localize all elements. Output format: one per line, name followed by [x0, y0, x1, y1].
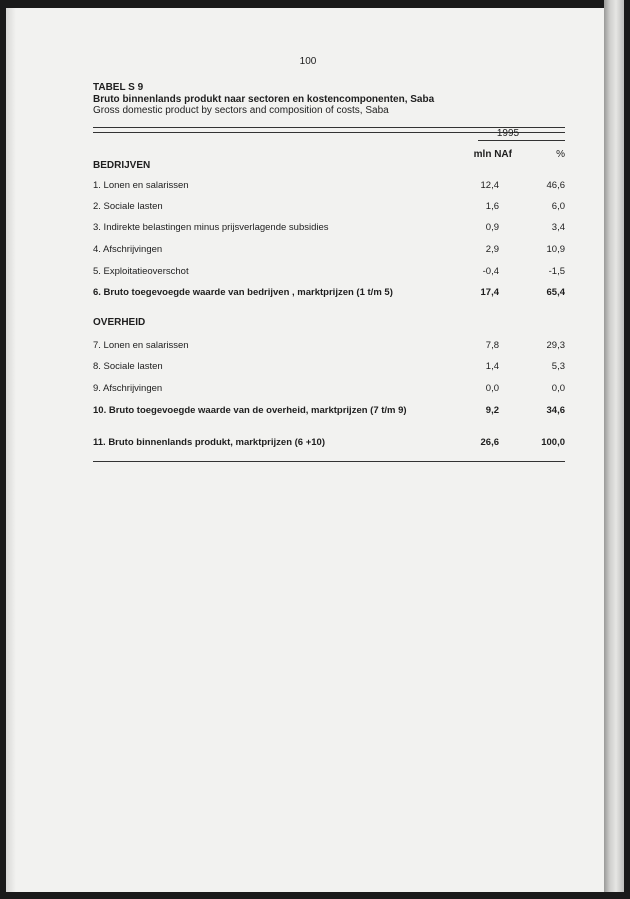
- row-label: 3. Indirekte belastingen minus prijsverlagende subsidies: [93, 222, 329, 233]
- row-label: 6. Bruto toegevoegde waarde van bedrijven , marktprijzen (1 t/m 5): [93, 287, 393, 298]
- row-label: 9. Afschrijvingen: [93, 383, 163, 394]
- row-label: 11. Bruto binnenlands produkt, marktprijzen (6 +10): [93, 437, 326, 448]
- row-percent: 29,3: [546, 340, 565, 351]
- row-value: 9,2: [485, 405, 499, 416]
- page-number: 100: [299, 56, 317, 67]
- table-bottom-rule: [93, 461, 565, 462]
- row-value: 2,9: [485, 244, 499, 255]
- row-value: 17,4: [480, 287, 499, 298]
- table-row-total: [93, 437, 565, 449]
- table-title-dutch: Bruto binnenlands produkt naar sectoren en kostencomponenten, Saba: [93, 94, 435, 105]
- row-label: 10. Bruto toegevoegde waarde van de overheid, marktprijzen (7 t/m 9): [93, 405, 407, 416]
- row-percent: 10,9: [546, 244, 565, 255]
- section-bedrijven: BEDRIJVEN: [93, 160, 151, 171]
- page-sheet: [6, 8, 610, 892]
- row-percent: 34,6: [546, 405, 565, 416]
- row-percent: 5,3: [551, 361, 565, 372]
- table-row: [93, 244, 565, 256]
- row-value: 0,9: [485, 222, 499, 233]
- unit-header: mln NAf: [473, 149, 512, 160]
- row-value: 7,8: [485, 340, 499, 351]
- table-row: [93, 222, 565, 234]
- section-overheid: OVERHEID: [93, 317, 146, 328]
- table-row: [93, 201, 565, 213]
- row-value: 26,6: [480, 437, 499, 448]
- table-row-subtotal: [93, 405, 565, 417]
- row-value: -0,4: [482, 266, 499, 277]
- row-value: 0,0: [485, 383, 499, 394]
- row-value: 1,6: [485, 201, 499, 212]
- row-label: 4. Afschrijvingen: [93, 244, 163, 255]
- row-percent: 6,0: [551, 201, 565, 212]
- table-row: [93, 383, 565, 395]
- table-label: TABEL S 9: [93, 82, 144, 93]
- row-value: 1,4: [485, 361, 499, 372]
- table-row: [93, 340, 565, 352]
- table-row-subtotal: [93, 287, 565, 299]
- row-percent: 65,4: [546, 287, 565, 298]
- table-row: [93, 180, 565, 192]
- row-label: 1. Lonen en salarissen: [93, 180, 189, 191]
- row-label: 7. Lonen en salarissen: [93, 340, 189, 351]
- year-header: 1995: [496, 128, 520, 139]
- row-percent: -1,5: [548, 266, 565, 277]
- row-value: 12,4: [480, 180, 499, 191]
- table-row: [93, 266, 565, 278]
- year-underline: [478, 140, 565, 141]
- row-percent: 3,4: [551, 222, 565, 233]
- table-title-english: Gross domestic product by sectors and composition of costs, Saba: [93, 105, 389, 116]
- table-row: [93, 361, 565, 373]
- row-label: 8. Sociale lasten: [93, 361, 163, 372]
- row-label: 5. Exploitatieoverschot: [93, 266, 189, 277]
- row-percent: 100,0: [541, 437, 565, 448]
- percent-header: %: [556, 149, 565, 160]
- row-label: 2. Sociale lasten: [93, 201, 163, 212]
- row-percent: 46,6: [546, 180, 565, 191]
- page-edge-shadow: [604, 0, 624, 892]
- row-percent: 0,0: [551, 383, 565, 394]
